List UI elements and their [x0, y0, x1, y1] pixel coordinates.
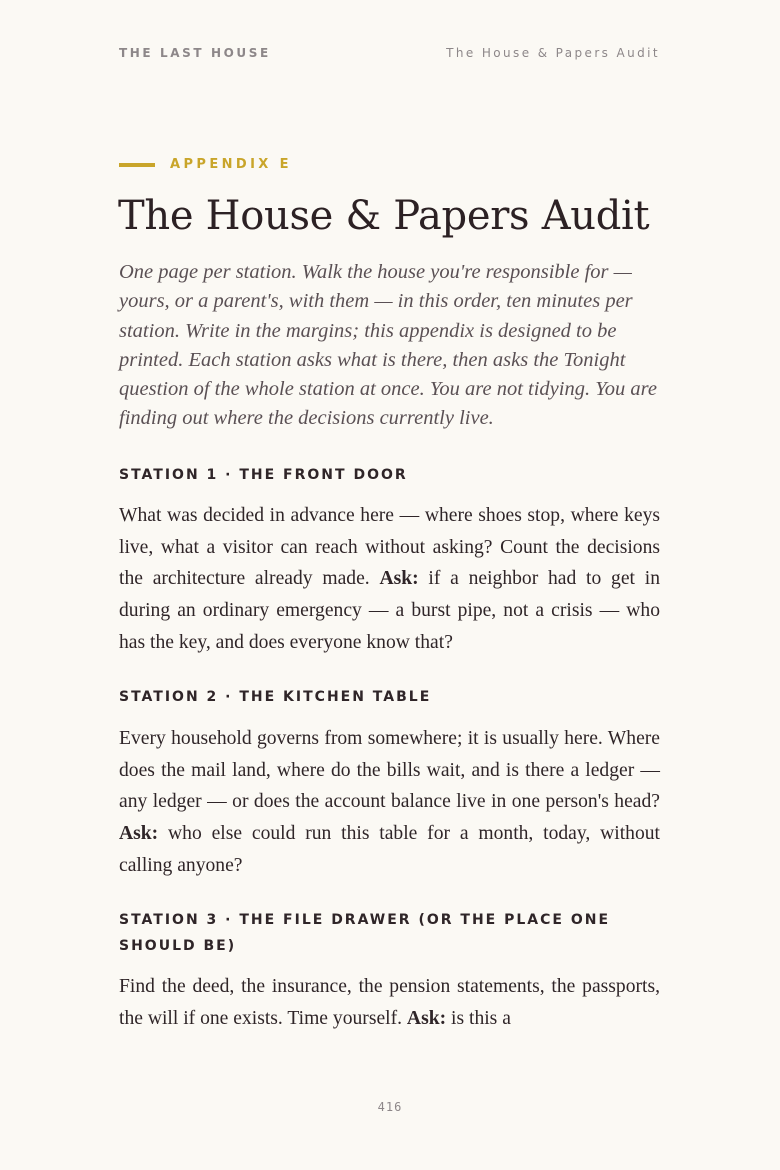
page-number: 416 [377, 1100, 403, 1114]
station-1-ask-label: Ask: [379, 568, 419, 590]
running-head-book-title: THE LAST HOUSE [119, 46, 271, 60]
running-head-chapter-title: The House & Papers Audit [446, 46, 660, 60]
appendix-label: APPENDIX E [170, 157, 292, 172]
station-2-heading: STATION 2 · THE KITCHEN TABLE [119, 689, 432, 705]
running-head [119, 46, 660, 60]
station-1-ask-text: if a neighbor had to get in during an ordinary emergency — a burst pipe, not a crisis — who has the key, and does everyone know that? [119, 568, 660, 653]
station-2-ask-text: who else could run this table for a month, today, without calling anyone? [119, 823, 660, 876]
station-3-heading: STATION 3 · THE FILE DRAWER (OR THE PLACE ONE SHOULD BE) [119, 912, 611, 954]
station-2-body [119, 723, 660, 882]
station-2-text: Every household governs from somewhere; it is usually here. Where does the mail land, where do the bills wait, and is there a ledger — any ledger — or does the account balance live in one person's head? [119, 728, 660, 813]
station-3-text: Find the deed, the insurance, the pension statements, the passports, the will if one exists. Time yourself. [119, 976, 660, 1029]
station-3-ask-label: Ask: [406, 1007, 447, 1029]
station-1-heading: STATION 1 · THE FRONT DOOR [119, 467, 408, 483]
page-title: The House & Papers Audit [118, 193, 650, 239]
station-3-body [119, 971, 660, 1035]
intro-paragraph: One page per station. Walk the house you're responsible for — yours, or a parent's, with them — in this order, ten minutes per station. Write in the margins; this appendix is designed to be printed. Each station asks what is there, then asks the Tonight question of the whole station at once. You are not tidying. You are finding out where the decisions currently live. [119, 261, 657, 430]
station-1-text: What was decided in advance here — where shoes stop, where keys live, what a visitor can reach without asking? Count the decisions the architecture already made. [119, 505, 660, 590]
station-1-body [119, 500, 660, 659]
station-2-ask-label: Ask: [119, 823, 159, 845]
appendix-accent-rule [119, 163, 155, 167]
station-3-ask-text: is this a [451, 1007, 511, 1029]
appendix-marker [119, 157, 292, 172]
